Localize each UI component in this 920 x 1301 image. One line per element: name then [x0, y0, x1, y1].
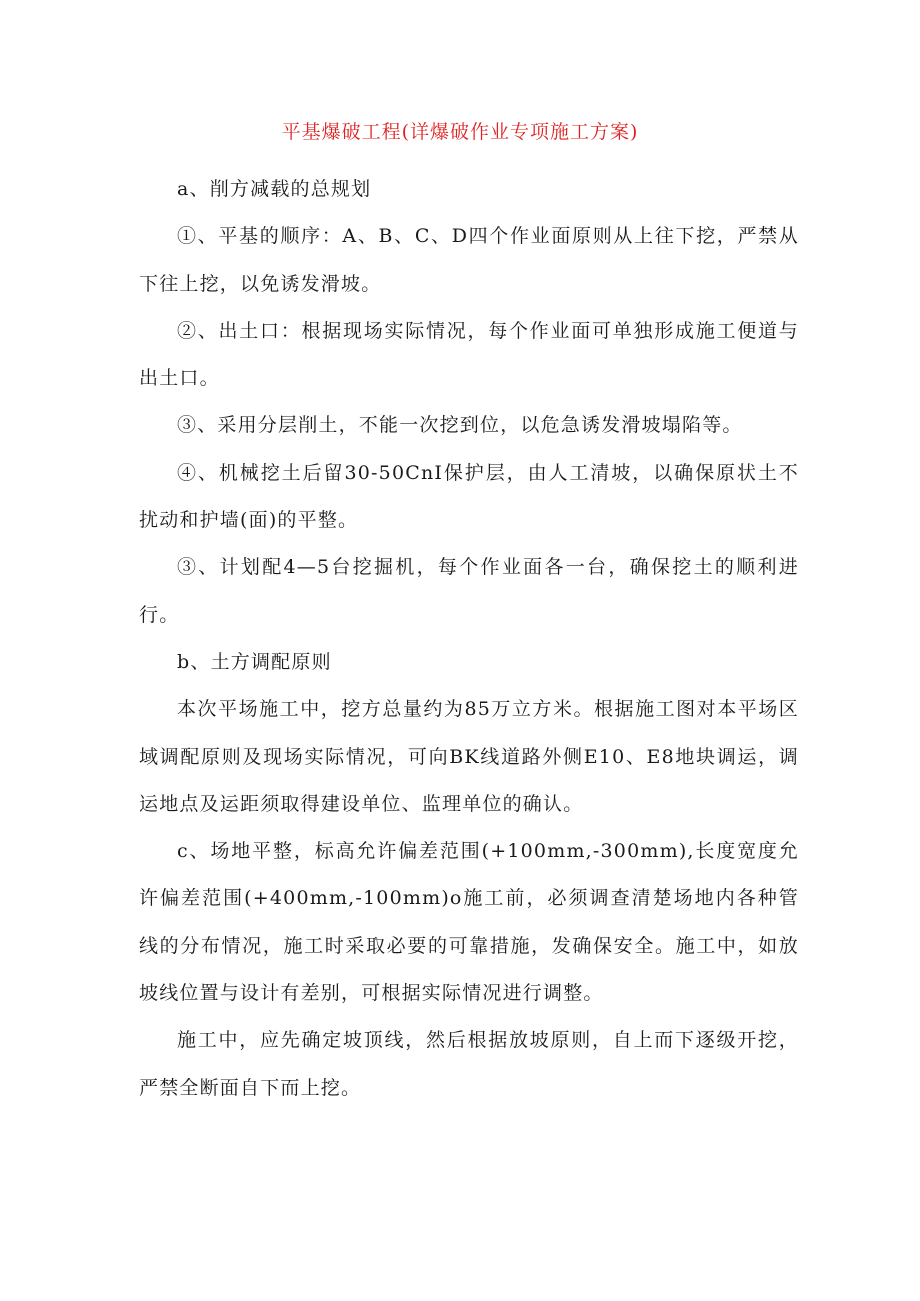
paragraph-item-5: ③、计划配4—5台挖掘机，每个作业面各一台，确保挖土的顺利进行。: [139, 556, 799, 626]
document-body: [139, 166, 799, 1112]
paragraph-section-b: b、土方调配原则: [177, 650, 332, 673]
paragraph-excavation-order: 施工中，应先确定坡顶线，然后根据放坡原则，自上而下逐级开挖，严禁全断面自下而上挖。: [139, 1029, 799, 1099]
paragraph-item-4: ④、机械挖土后留30-50CnI保护层，由人工清坡，以确保原状土不扰动和护墙(面)的平整。: [139, 461, 799, 532]
paragraph-section-c: c、场地平整，标高允许偏差范围(+100mm,-300mm),长度宽度允许偏差范围(+400mm,-100mm)o施工前，必须调查清楚场地内各种管线的分布情况，施工时采取必要的可靠措施，发确保安全。施工中，如放坡线位置与设计有差别，可根据实际情况进行调整。: [139, 840, 799, 1005]
paragraph-item-3: ③、采用分层削土，不能一次挖到位，以危急诱发滑坡塌陷等。: [177, 414, 743, 437]
paragraph-item-1: ①、平基的顺序：A、B、C、D四个作业面原则从上往下挖，严禁从下往上挖，以免诱发滑坡。: [139, 225, 799, 295]
paragraph-earthwork-volume: 本次平场施工中，挖方总量约为85万立方米。根据施工图对本平场区域调配原则及现场实际情况，可向BK线道路外侧E10、E8地块调运，调运地点及运距须取得建设单位、监理单位的确认。: [139, 698, 799, 815]
paragraph-item-2: ②、出土口：根据现场实际情况，每个作业面可单独形成施工便道与出土口。: [139, 319, 799, 390]
paragraph-section-a: a、削方减载的总规划: [177, 178, 372, 200]
document-title: 平基爆破工程(详爆破作业专项施工方案): [281, 121, 639, 143]
